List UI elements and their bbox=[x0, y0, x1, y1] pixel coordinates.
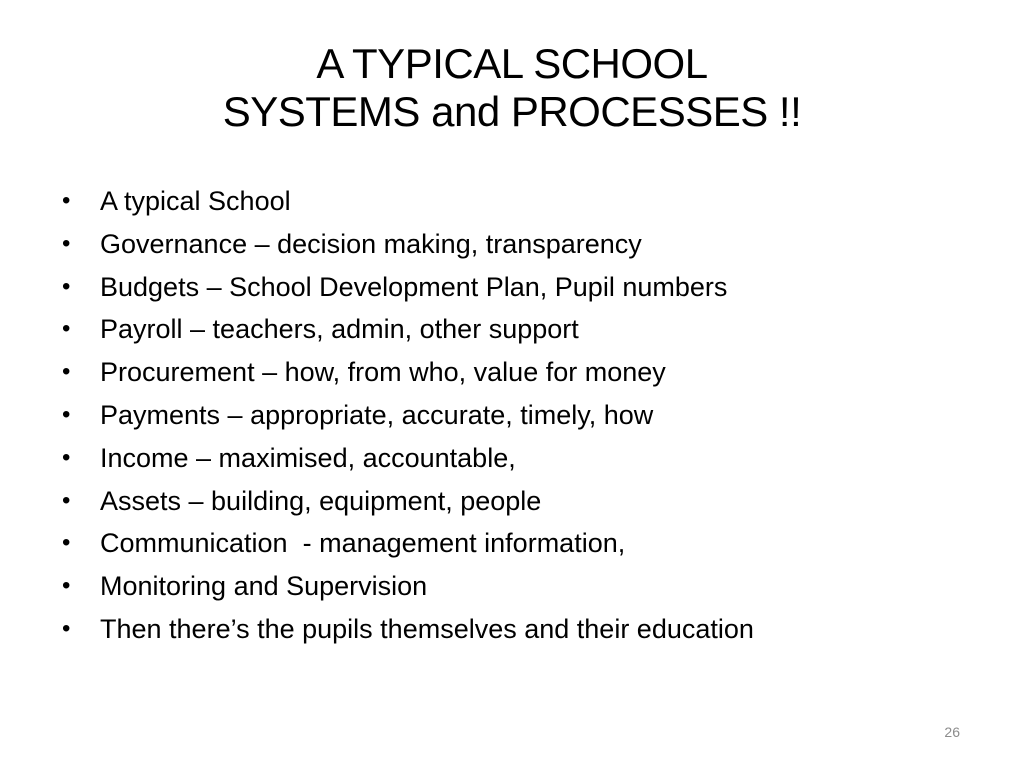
bullet-text: Assets – building, equipment, people bbox=[100, 485, 542, 516]
bullet-item bbox=[62, 480, 982, 523]
bullet-icon: • bbox=[62, 229, 71, 257]
slide-title bbox=[0, 40, 1024, 136]
title-line-1: A TYPICAL SCHOOL bbox=[316, 40, 708, 87]
bullet-item bbox=[62, 351, 982, 394]
bullet-icon: • bbox=[62, 443, 71, 471]
bullet-icon: • bbox=[62, 614, 71, 642]
bullet-text: Payroll – teachers, admin, other support bbox=[100, 314, 579, 345]
bullet-icon: • bbox=[62, 572, 71, 600]
bullet-icon: • bbox=[62, 400, 71, 428]
bullet-item bbox=[62, 266, 982, 309]
bullet-text: Communication - management information, bbox=[100, 528, 626, 559]
bullet-item bbox=[62, 394, 982, 437]
bullet-text: Governance – decision making, transparency bbox=[100, 228, 642, 259]
bullet-text: Income – maximised, accountable, bbox=[100, 442, 516, 473]
bullet-text: Payments – appropriate, accurate, timely, how bbox=[100, 399, 654, 430]
bullet-icon: • bbox=[62, 486, 71, 514]
bullet-item bbox=[62, 565, 982, 608]
bullet-item bbox=[62, 223, 982, 266]
bullet-icon: • bbox=[62, 529, 71, 557]
bullet-icon: • bbox=[62, 358, 71, 386]
bullet-icon: • bbox=[62, 187, 71, 214]
bullet-item bbox=[62, 437, 982, 480]
bullet-item bbox=[62, 308, 982, 351]
bullet-list bbox=[62, 180, 982, 651]
bullet-icon: • bbox=[62, 272, 71, 300]
bullet-text: Monitoring and Supervision bbox=[100, 571, 428, 602]
title-line-2: SYSTEMS and PROCESSES !! bbox=[222, 88, 802, 135]
bullet-icon: • bbox=[62, 315, 71, 343]
bullet-text: Budgets – School Development Plan, Pupil numbers bbox=[100, 271, 728, 302]
bullet-text: Then there’s the pupils themselves and their education bbox=[100, 613, 754, 644]
bullet-item bbox=[62, 608, 982, 651]
bullet-text: A typical School bbox=[100, 186, 291, 216]
page-number: 26 bbox=[944, 724, 960, 740]
bullet-item bbox=[62, 522, 982, 565]
bullet-item bbox=[62, 180, 982, 223]
bullet-text: Procurement – how, from who, value for money bbox=[100, 357, 666, 388]
